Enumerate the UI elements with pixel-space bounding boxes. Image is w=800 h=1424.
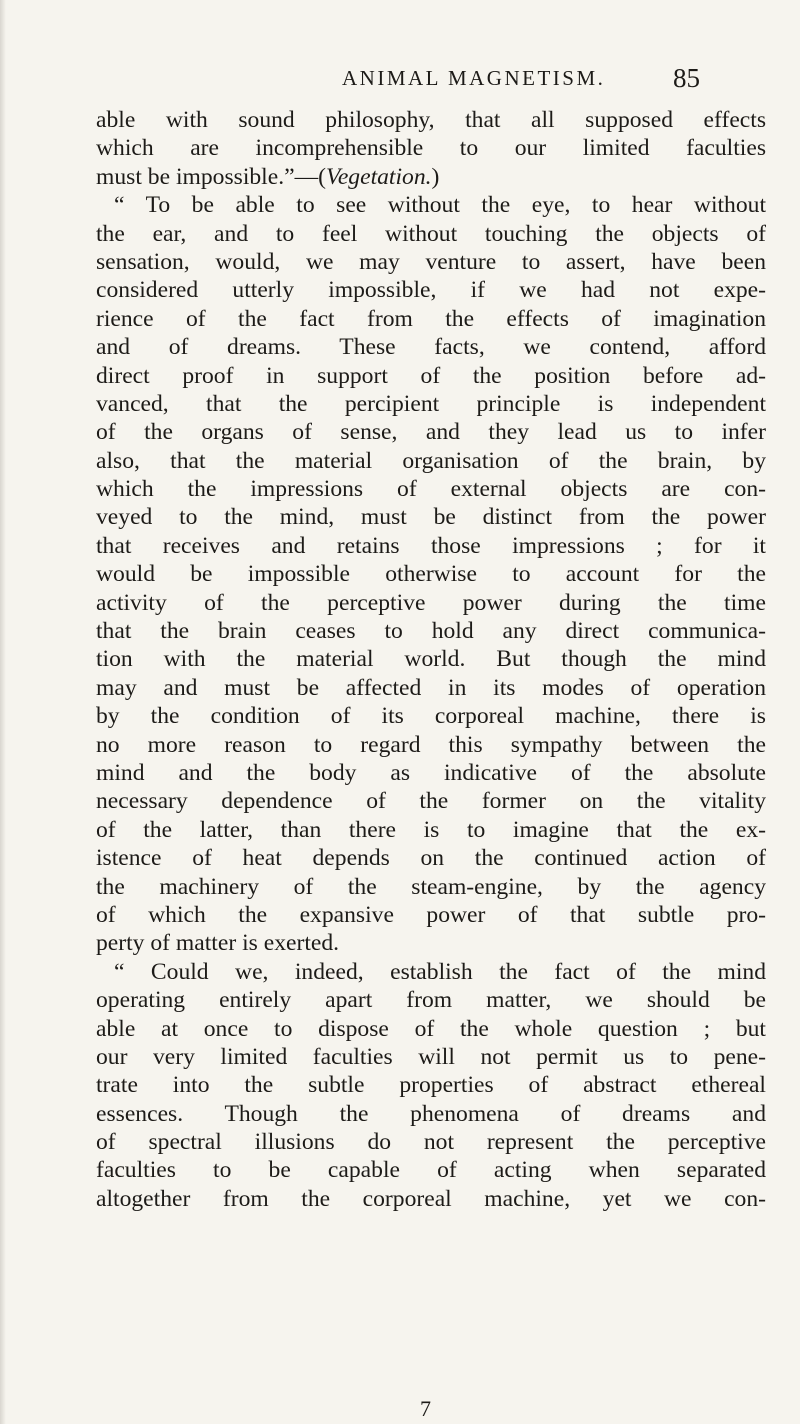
text-line: veyed to the mind, must be distinct from the power bbox=[96, 504, 766, 531]
text-line: of the latter, than there is to imagine that the ex- bbox=[96, 816, 766, 843]
text-line: “ To be able to see without the eye, to hear without bbox=[114, 192, 766, 219]
text-line: considered utterly impossible, if we had not expe- bbox=[96, 277, 766, 304]
page-edge bbox=[0, 0, 6, 1424]
page-header bbox=[200, 63, 700, 100]
text-line: perty of matter is exerted. bbox=[96, 930, 340, 957]
text-line: of which the expansive power of that subtle pro- bbox=[96, 901, 766, 928]
text-line: which the impressions of external objects are con- bbox=[96, 476, 766, 503]
text-line: mind and the body as indicative of the absolute bbox=[96, 759, 766, 786]
text-line: direct proof in support of the position before ad- bbox=[96, 362, 766, 389]
signature-mark: 7 bbox=[420, 1396, 431, 1421]
text-line: no more reason to regard this sympathy between the bbox=[96, 731, 766, 758]
text-line: “ Could we, indeed, establish the fact of the mind bbox=[114, 958, 766, 985]
text-line: of spectral illusions do not represent the perceptive bbox=[96, 1129, 766, 1156]
text-line: sensation, would, we may venture to assert, have been bbox=[96, 248, 766, 275]
text-line: would be impossible otherwise to account for the bbox=[96, 561, 766, 588]
text-line: tion with the material world. But though the mind bbox=[96, 646, 766, 673]
text-line: our very limited faculties will not permit us to pene- bbox=[96, 1043, 766, 1070]
text-line: also, that the material organisation of the brain, by bbox=[96, 447, 766, 474]
text-line: and of dreams. These facts, we contend, afford bbox=[96, 334, 766, 361]
page-number: 85 bbox=[673, 63, 700, 93]
text-line: trate into the subtle properties of abstract ethereal bbox=[96, 1072, 766, 1099]
text-line: by the condition of its corporeal machine, there is bbox=[96, 703, 766, 730]
text-line: altogether from the corporeal machine, yet we con- bbox=[96, 1185, 766, 1212]
text-line: may and must be affected in its modes of operation bbox=[96, 674, 766, 701]
text-line: of the organs of sense, and they lead us to infer bbox=[96, 419, 766, 446]
text-line: able at once to dispose of the whole question ; but bbox=[96, 1015, 766, 1042]
running-head: ANIMAL MAGNETISM. bbox=[342, 66, 606, 90]
text-line: that the brain ceases to hold any direct communica- bbox=[96, 618, 766, 645]
text-line: vanced, that the percipient principle is independent bbox=[96, 390, 766, 417]
text-line: that receives and retains those impressions ; for it bbox=[96, 532, 766, 559]
text-line: operating entirely apart from matter, we should be bbox=[96, 987, 766, 1014]
text-line: istence of heat depends on the continued action of bbox=[96, 845, 766, 872]
text-line: must be impossible.”—(Vegetation.) bbox=[96, 163, 440, 190]
text-line: necessary dependence of the former on the vitality bbox=[96, 788, 766, 815]
text-line: able with sound philosophy, that all supposed effects bbox=[96, 107, 766, 133]
text-line: the ear, and to feel without touching the objects of bbox=[96, 220, 766, 247]
body-text bbox=[96, 106, 766, 1213]
text-line: rience of the fact from the effects of imagination bbox=[96, 305, 766, 332]
text-line: essences. Though the phenomena of dreams and bbox=[96, 1100, 766, 1127]
text-line: the machinery of the steam-engine, by the agency bbox=[96, 873, 766, 900]
text-line: activity of the perceptive power during the time bbox=[96, 589, 766, 616]
text-line: faculties to be capable of acting when separated bbox=[96, 1157, 766, 1184]
text-line: which are incomprehensible to our limited faculties bbox=[96, 135, 766, 162]
source-title: Vegetation. bbox=[326, 163, 432, 190]
